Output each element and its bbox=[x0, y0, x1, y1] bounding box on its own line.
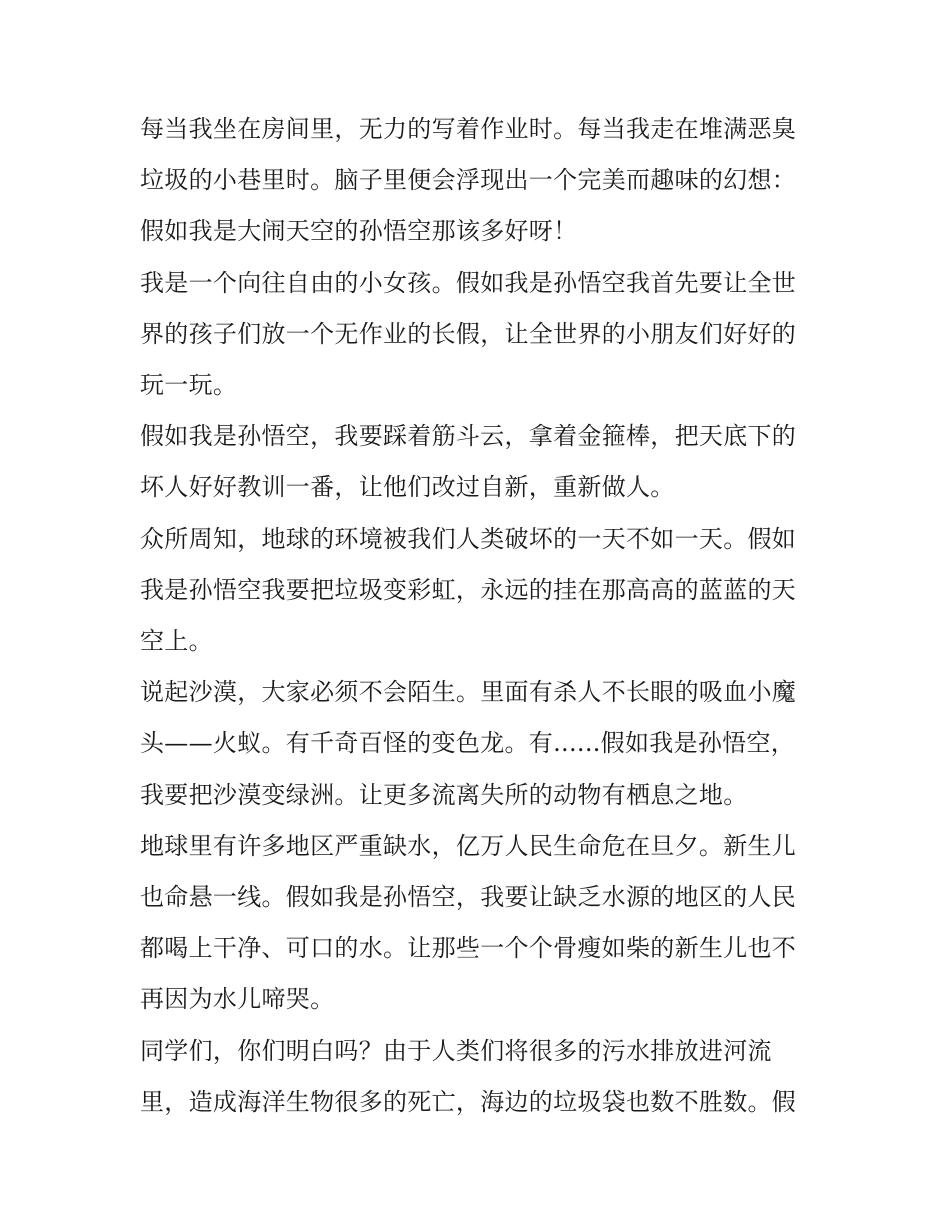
paragraph-3: 假如我是孙悟空，我要踩着筋斗云，拿着金箍棒，把天底下的坏人好好教训一番，让他们改过自新，重新做人。 bbox=[140, 422, 797, 502]
paragraph-6: 地球里有许多地区严重缺水，亿万人民生命危在旦夕。新生儿也命悬一线。假如我是孙悟空，我要让缺乏水源的地区的人民都喝上干净、可口的水。让那些一个个骨瘦如柴的新生儿也不再因为水儿啼哭。 bbox=[140, 831, 797, 1014]
paragraph-2: 我是一个向往自由的小女孩。假如我是孙悟空我首先要让全世界的孩子们放一个无作业的长假，让全世界的小朋友们好好的玩一玩。 bbox=[140, 268, 797, 400]
paragraph-1: 每当我坐在房间里，无力的写着作业时。每当我走在堆满恶臭垃圾的小巷里时。脑子里便会浮现出一个完美而趣味的幻想：假如我是大闹天空的孙悟空那该多好呀！ bbox=[140, 115, 797, 246]
document-body bbox=[140, 104, 812, 1128]
paragraph-4: 众所周知，地球的环境被我们人类破坏的一天不如一天。假如我是孙悟空我要把垃圾变彩虹，永远的挂在那高高的蓝蓝的天空上。 bbox=[140, 524, 797, 656]
paragraph-5: 说起沙漠，大家必须不会陌生。里面有杀人不长眼的吸血小魔头——火蚁。有千奇百怪的变色龙。有......假如我是孙悟空，我要把沙漠变绿洲。让更多流离失所的动物有栖息之地。 bbox=[140, 678, 797, 809]
paragraph-7: 同学们，你们明白吗？由于人类们将很多的污水排放进河流里，造成海洋生物很多的死亡，海边的垃圾袋也数不胜数。假 bbox=[140, 1036, 797, 1116]
